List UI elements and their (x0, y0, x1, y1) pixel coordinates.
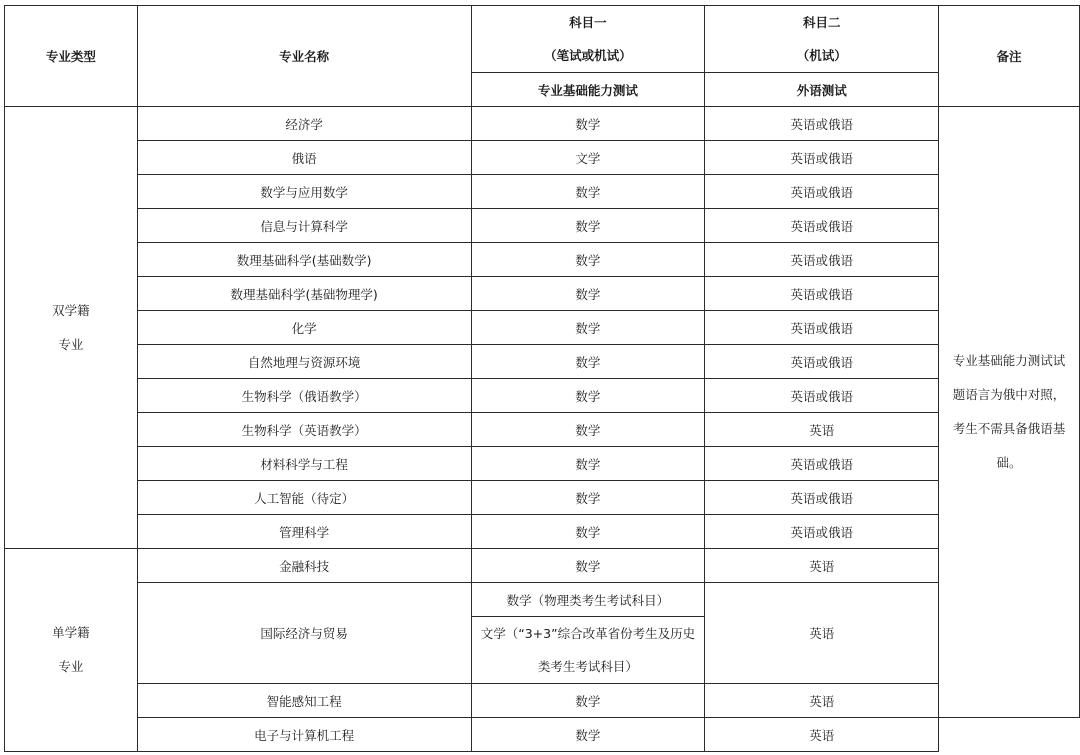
header-subject-two (705, 6, 939, 73)
table-row (5, 515, 1080, 549)
major-name: 数理基础科学(基础物理学) (137, 277, 471, 311)
table-row (5, 209, 1080, 243)
subject-two-cell: 英语 (705, 718, 939, 752)
major-name: 生物科学（俄语教学） (137, 379, 471, 413)
table-row (5, 481, 1080, 515)
major-name: 智能感知工程 (137, 684, 471, 718)
subject-two-cell: 英语 (705, 583, 939, 684)
subject-one-cell: 数学 (471, 277, 705, 311)
header-subject-one-title: 科目一 (569, 15, 607, 30)
subject-one-cell: 数学 (471, 175, 705, 209)
header-subject-one-mode: （笔试或机试） (544, 48, 632, 63)
subject-one-cell: 数学 (471, 209, 705, 243)
subject-one-cell: 文学 (471, 141, 705, 175)
subject-one-cell: 数学 (471, 345, 705, 379)
table-row (5, 583, 1080, 617)
major-name: 生物科学（英语教学） (137, 413, 471, 447)
table-row (5, 175, 1080, 209)
major-name: 自然地理与资源环境 (137, 345, 471, 379)
header-major-type: 专业类型 (5, 6, 138, 107)
subject-one-cell: 数学 (471, 684, 705, 718)
major-name: 数理基础科学(基础数学) (137, 243, 471, 277)
major-name: 俄语 (137, 141, 471, 175)
table-row (5, 141, 1080, 175)
table-row (5, 345, 1080, 379)
table-row (5, 277, 1080, 311)
header-note: 备注 (939, 6, 1080, 107)
major-name: 电子与计算机工程 (137, 718, 471, 752)
table-row (5, 549, 1080, 583)
exam-subjects-table (4, 5, 1080, 752)
subject-two-cell: 英语或俄语 (705, 481, 939, 515)
subject-two-cell: 英语或俄语 (705, 515, 939, 549)
subject-one-cell: 数学 (471, 107, 705, 141)
group-double-degree: 双学籍 专业 (5, 107, 138, 549)
subject-one-cell: 数学 (471, 447, 705, 481)
subject-one-cell: 数学 (471, 718, 705, 752)
subject-two-cell: 英语或俄语 (705, 345, 939, 379)
major-name: 材料科学与工程 (137, 447, 471, 481)
header-subject-two-title: 科目二 (802, 15, 841, 30)
table-row (5, 243, 1080, 277)
subject-two-cell: 英语 (705, 413, 939, 447)
note-cell: 专业基础能力测试试 题语言为俄中对照， 考生不需具备俄语基 础。 (939, 107, 1080, 718)
subject-two-cell: 英语 (705, 684, 939, 718)
table-row (5, 311, 1080, 345)
subject-two-cell: 英语或俄语 (705, 175, 939, 209)
table-row (5, 718, 1080, 752)
subject-two-cell: 英语或俄语 (705, 447, 939, 481)
table-row (5, 107, 1080, 141)
header-subject-one (471, 6, 705, 73)
table-row (5, 684, 1080, 718)
subject-one-cell: 数学（物理类考生考试科目） (471, 583, 705, 617)
subject-two-cell: 英语或俄语 (705, 209, 939, 243)
major-name: 经济学 (137, 107, 471, 141)
subject-two-cell: 英语或俄语 (705, 311, 939, 345)
subject-one-cell: 数学 (471, 481, 705, 515)
major-name: 金融科技 (137, 549, 471, 583)
major-name: 人工智能（待定） (137, 481, 471, 515)
subject-one-cell: 数学 (471, 515, 705, 549)
major-name: 管理科学 (137, 515, 471, 549)
subject-one-cell: 数学 (471, 311, 705, 345)
table-row (5, 379, 1080, 413)
subject-one-cell: 数学 (471, 413, 705, 447)
header-subject-two-test: 外语测试 (705, 73, 939, 107)
subject-two-cell: 英语或俄语 (705, 277, 939, 311)
header-subject-two-mode: （机试） (796, 48, 847, 63)
table-row (5, 413, 1080, 447)
major-name: 信息与计算科学 (137, 209, 471, 243)
subject-one-cell: 数学 (471, 549, 705, 583)
subject-two-cell: 英语或俄语 (705, 379, 939, 413)
table-row (5, 447, 1080, 481)
group-single-degree: 单学籍 专业 (5, 549, 138, 752)
header-major-name: 专业名称 (137, 6, 471, 107)
header-subject-one-test: 专业基础能力测试 (471, 73, 705, 107)
major-name: 化学 (137, 311, 471, 345)
major-name: 国际经济与贸易 (137, 583, 471, 684)
subject-two-cell: 英语或俄语 (705, 141, 939, 175)
subject-one-cell: 数学 (471, 379, 705, 413)
subject-two-cell: 英语或俄语 (705, 243, 939, 277)
subject-two-cell: 英语或俄语 (705, 107, 939, 141)
subject-one-cell: 数学 (471, 243, 705, 277)
major-name: 数学与应用数学 (137, 175, 471, 209)
subject-one-cell-alt: 文学（“3+3”综合改革省份考生及历史 类考生考试科目） (471, 617, 705, 684)
subject-two-cell: 英语 (705, 549, 939, 583)
